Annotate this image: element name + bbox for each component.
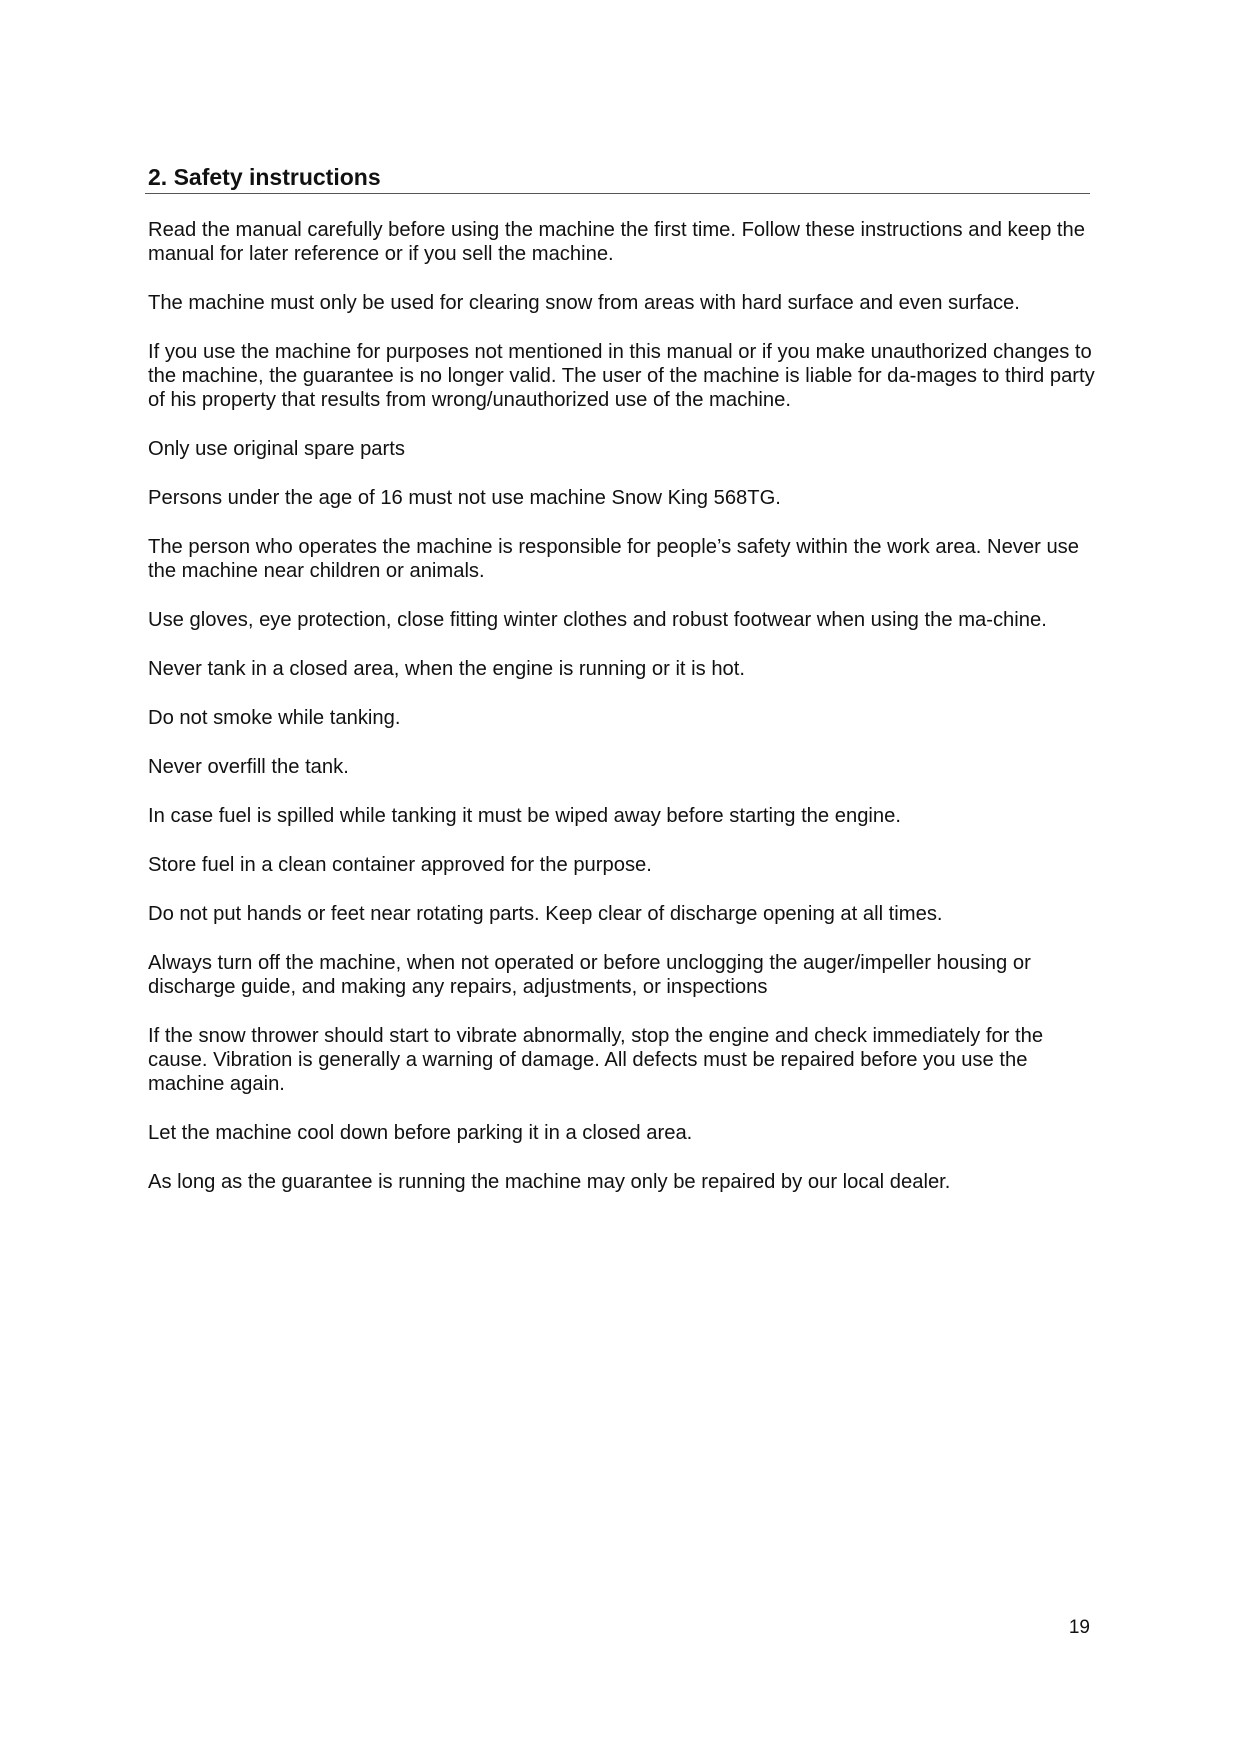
paragraph-no-smoking: Do not smoke while tanking.	[148, 707, 401, 729]
paragraph-spare-parts: Only use original spare parts	[148, 438, 405, 460]
paragraph-no-overfill: Never overfill the tank.	[148, 756, 349, 778]
safety-instructions-body	[148, 218, 1096, 1219]
paragraph-fuel-storage: Store fuel in a clean container approved for the purpose.	[148, 854, 652, 876]
paragraph-cool-down: Let the machine cool down before parking it in a closed area.	[148, 1122, 693, 1144]
paragraph-rotating-parts: Do not put hands or feet near rotating parts. Keep clear of discharge opening at all times.	[148, 903, 943, 925]
paragraph-turn-off: Always turn off the machine, when not operated or before unclogging the auger/impeller housing or discharge guide, and making any repairs, adjustments, or inspections	[148, 952, 1031, 998]
section-title: 2. Safety instructions	[148, 164, 381, 190]
paragraph-intended-use: The machine must only be used for clearing snow from areas with hard surface and even surface.	[148, 292, 1020, 314]
paragraph-age-limit: Persons under the age of 16 must not use machine Snow King 568TG.	[148, 487, 781, 509]
heading-underline	[145, 193, 1090, 194]
paragraph-tanking-closed-area: Never tank in a closed area, when the engine is running or it is hot.	[148, 658, 745, 680]
paragraph-protective-gear: Use gloves, eye protection, close fitting winter clothes and robust footwear when using the ma-chine.	[148, 609, 1047, 631]
paragraph-operator-responsibility: The person who operates the machine is responsible for people’s safety within the work area. Never use the machine near children or animals.	[148, 536, 1080, 582]
paragraph-guarantee-liability: If you use the machine for purposes not mentioned in this manual or if you make unauthorized changes to the machine, the guarantee is no longer valid. The user of the machine is liable for da-mages to third party of his property that results from wrong/unauthorized use of the machine.	[148, 341, 1095, 411]
page-number: 19	[1068, 1617, 1090, 1638]
paragraph-dealer-repair: As long as the guarantee is running the machine may only be repaired by our local dealer.	[148, 1171, 951, 1193]
paragraph-vibration: If the snow thrower should start to vibrate abnormally, stop the engine and check immediately for the cause. Vibration is generally a warning of damage. All defects must be repaired before you use the machine again.	[148, 1025, 1044, 1095]
paragraph-read-manual: Read the manual carefully before using the machine the first time. Follow these instructions and keep the manual for later reference or if you sell the machine.	[148, 219, 1085, 265]
paragraph-fuel-spill: In case fuel is spilled while tanking it must be wiped away before starting the engine.	[148, 805, 901, 827]
